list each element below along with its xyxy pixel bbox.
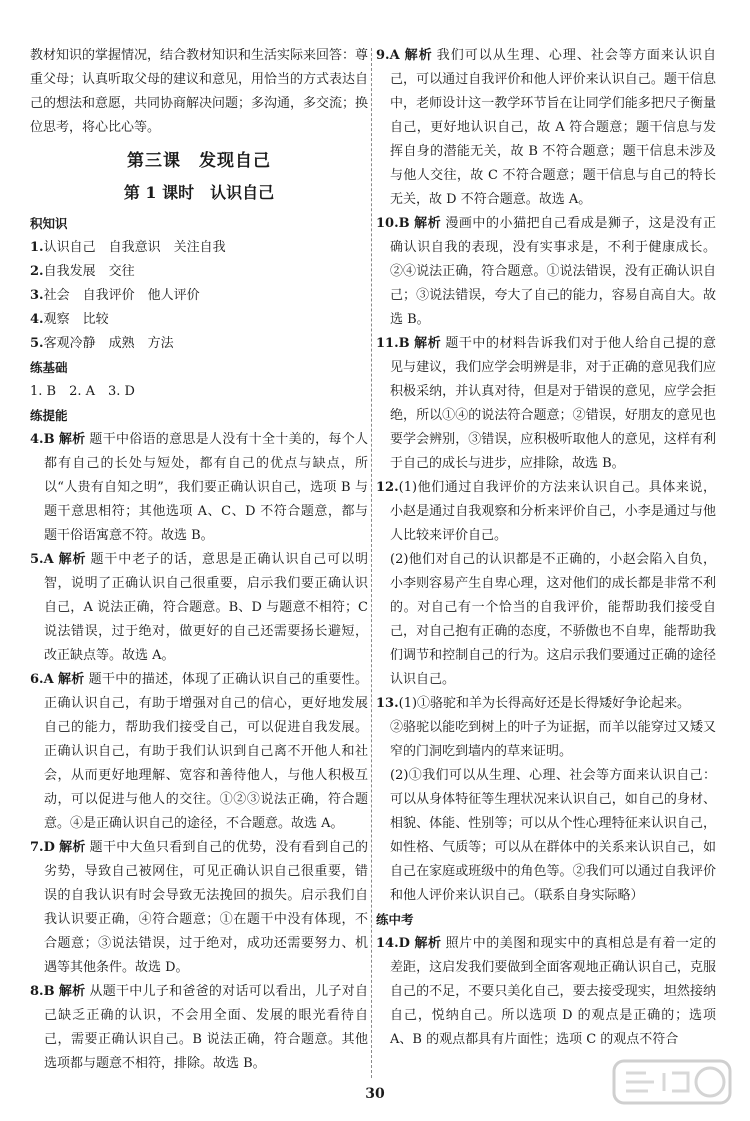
page-number: 30 [365,1086,385,1102]
question-9: 9.A 解析 我们可以从生理、心理、社会等方面来认识自己，可以通过自我评价和他人评价来认识自己。题干信息中，老师设计这一教学环节旨在让同学们能多把尺子衡量自己，更好地认识自己，故 A 符合题意；题干信息与发挥自身的潜能无关，故 B 不符合题意；题干信息未涉及与他人交往，故 C 不符合题意；题干信息与自己的特长无关，故 D 不符合题意。故选 A。 [376,48,716,207]
basic-answers: 1. B 2. A 3. D [30,384,135,399]
question-13-part-1: 13.(1)①骆驼和羊为长得高好还是长得矮好争论起来。 [376,696,691,711]
section-knowledge: 积知识 [30,216,68,231]
question-7: 7.D 解析 题干中大鱼只看到自己的优势，没有看到自己的劣势，导致自己被网住，可见正确认识自己很重要，错误的自我认识有时会导致无法挽回的损失。启示我们自我认识要正确，④符合题意；①在题干中没有体现，不合题意；③说法错误，过于绝对，成功还需要努力、机遇等其他条件。故选 D。 [30,840,368,975]
watermark-logo-icon [612,1057,732,1107]
knowledge-item: 3.社会 自我评价 他人评价 [30,288,200,303]
section-exam: 练中考 [376,912,414,927]
section-basic: 练基础 [30,360,68,375]
question-10: 10.B 解析 漫画中的小猫把自己看成是狮子，这是没有正确认识自我的表现，没有实事求是，不利于健康成长。②④说法正确，符合题意。①说法错误，没有正确认识自己；③说法错误，夸大了自己的能力，容易自高自大。故选 B。 [376,216,716,327]
question-11: 11.B 解析 题干中的材料告诉我们对于他人给自己提的意见与建议，我们应学会明辨是非，对于正确的意见我们应积极采纳，并认真对待，但是对于错误的意见，应学会拒绝，所以①④的说法符合题意；②错误，好朋友的意见也要学会辨别，③错误，应积极听取他人的意见，这样有利于自己的成长与进步，应排除，故选 B。 [376,336,716,471]
knowledge-item: 1.认识自己 自我意识 关注自我 [30,240,226,255]
knowledge-item: 5.客观冷静 成熟 方法 [30,336,174,351]
column-divider [371,48,372,1078]
question-14: 14.D 解析 照片中的美图和现实中的真相总是有着一定的差距，这启发我们要做到全面客观地正确认识自己，克服自己的不足，不要只美化自己，要去接受现实，坦然接纳自己，悦纳自己。所以选项 D 的观点是正确的；选项 A、B 的观点都具有片面性；选项 C 的观点不符合 [376,936,716,1047]
lesson-title: 第三课 发现自己 [127,151,271,171]
question-13-part-1b: ②骆驼以能吃到树上的叶子为证据，而羊以能穿过又矮又窄的门洞吃到墙内的草来证明。 [390,720,716,759]
period-title: 第 1 课时 认识自己 [123,183,275,202]
knowledge-item: 2.自我发展 交往 [30,264,135,279]
left-column [30,44,368,1076]
question-13-part-2: (2)①我们可以从生理、心理、社会等方面来认识自己：可以从身体特征等生理状况来认识自己，如自己的身材、相貌、体能、性别等；可以从个性心理特征来认识自己，如性格、气质等；可以从在群体中的关系来认识自己，如自己在家庭或班级中的角色等。②我们可以通过自我评价和他人评价来认识自己。（联系自身实际略） [390,768,716,903]
right-column [376,44,716,1052]
intro-paragraph: 教材知识的掌握情况，结合教材知识和生活实际来回答：尊重父母；认真听取父母的建议和意见，用恰当的方式表达自己的想法和意愿，共同协商解决问题；多沟通，多交流；换位思考，将心比心等。 [30,48,369,135]
knowledge-item: 4.观察 比较 [30,312,109,327]
question-4: 4.B 解析 题干中俗语的意思是人没有十全十美的，每个人都有自己的长处与短处，都有自己的优点与缺点，所以“人贵有自知之明”，我们要正确认识自己，选项 B 与题干意思相符；其他选项 A、C、D 不符合题意，都与题干俗语寓意不符。故选 B。 [30,432,368,543]
section-ability: 练提能 [30,408,68,423]
question-12-part-1: 12.(1)他们通过自我评价的方法来认识自己。具体来说，小赵是通过自我观察和分析来评价自己，小李是通过与他人比较来评价自己。 [376,480,716,543]
question-6: 6.A 解析 题干中的描述，体现了正确认识自己的重要性。正确认识自己，有助于增强对自己的信心，更好地发展自己的能力，帮助我们接受自己，可以促进自我发展。正确认识自己，有助于我们认识到自己离不开他人和社会，从而更好地理解、宽容和善待他人，与他人积极互动，可以促进与他人的交往。①②③说法正确，符合题意。④是正确认识自己的途径，不合题意。故选 A。 [30,672,368,831]
question-5: 5.A 解析 题干中老子的话，意思是正确认识自己可以明智，说明了正确认识自己很重要，启示我们要正确认识自己，A 说法正确，符合题意。B、D 与题意不相符；C 说法错误，过于绝对，做更好的自己还需要扬长避短，改正缺点等。故选 A。 [30,552,368,663]
question-12-part-2: (2)他们对自己的认识都是不正确的，小赵会陷入自负，小李则容易产生自卑心理，这对他们的成长都是非常不利的。对自己有一个恰当的自我评价，能帮助我们接受自己，对自己抱有正确的态度，不骄傲也不自卑，能帮助我们调节和控制自己的行为。这启示我们要通过正确的途径认识自己。 [390,552,716,687]
question-8: 8.B 解析 从题干中儿子和爸爸的对话可以看出，儿子对自己缺乏正确的认识，不会用全面、发展的眼光看待自己，需要正确认识自己。B 说法正确，符合题意。其他选项都与题意不相符，排除。故选 B。 [30,984,368,1071]
